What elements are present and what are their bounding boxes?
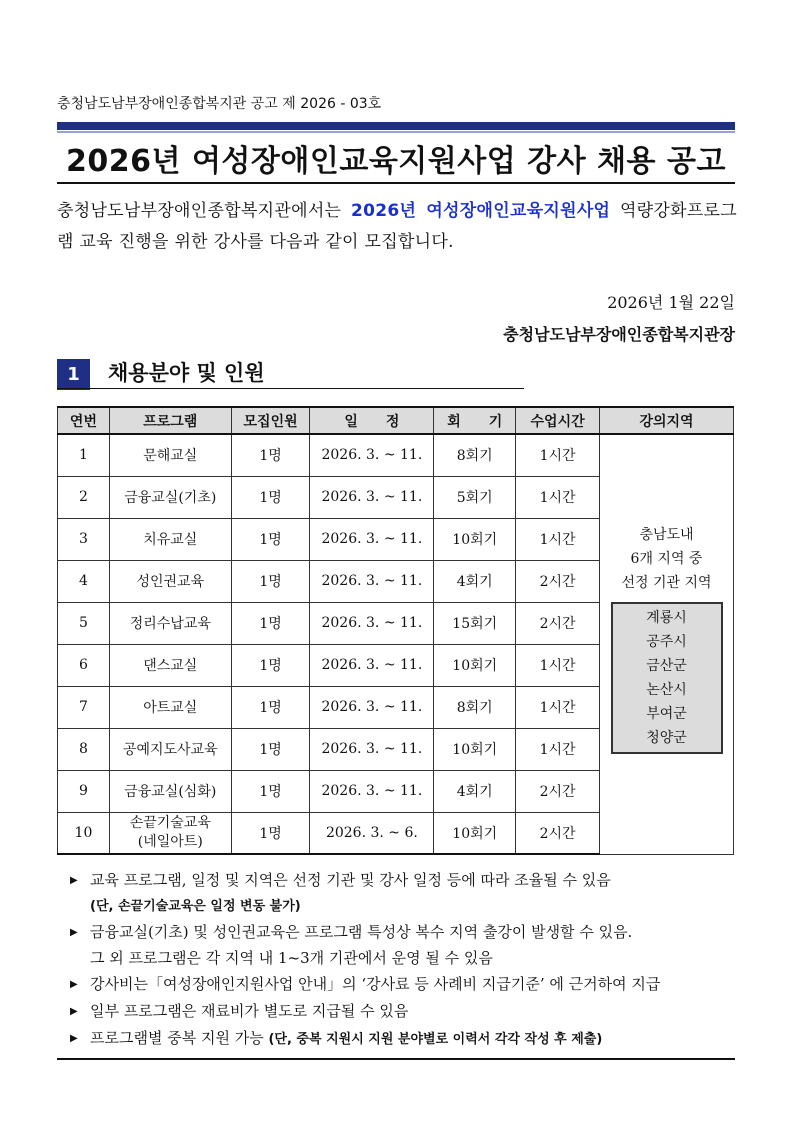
cell-program: 공예지도사교육 [109,728,231,770]
note-item [70,971,738,998]
title-bottom-rule [57,182,735,184]
cell-count: 1명 [231,434,310,476]
cell-count: 1명 [231,602,310,644]
cell-count: 1명 [231,686,310,728]
cell-sessions: 10회기 [434,644,516,686]
cell-sessions: 8회기 [434,686,516,728]
section-number-badge: 1 [57,359,90,390]
triangle-bullet-icon: ▶ [70,1033,78,1044]
region-description [600,523,733,595]
cell-schedule: 2026. 3. ~ 11. [310,476,434,518]
cell-hours: 1시간 [516,476,600,518]
note-text: 강사비는「여성장애인지원사업 안내」의 ‘강사료 등 사례비 지급기준’ 에 근거하여 지급 [90,975,661,993]
cell-hours: 1시간 [516,686,600,728]
region-area: 계룡시 [646,610,687,626]
cell-schedule: 2026. 3. ~ 11. [310,434,434,476]
cell-hours: 2시간 [516,812,600,854]
cell-count: 1명 [231,728,310,770]
cell-program-line: (네일아트) [137,833,203,850]
cell-hours: 1시간 [516,728,600,770]
header-sessions: 회 기 [434,407,516,434]
cell-sessions: 10회기 [434,812,516,854]
header-no: 연번 [58,407,110,434]
cell-no: 10 [58,812,110,854]
cell-no: 6 [58,644,110,686]
cell-schedule: 2026. 3. ~ 11. [310,602,434,644]
region-line: 선정 기관 지역 [621,575,712,591]
header-region: 강의지역 [600,407,734,434]
cell-no: 1 [58,434,110,476]
region-area: 공주시 [646,634,687,650]
title-top-rule-thin [57,131,735,133]
recruitment-table [57,406,734,855]
triangle-bullet-icon: ▶ [70,1006,78,1017]
section-underline [57,388,524,389]
cell-no: 8 [58,728,110,770]
announcement-date: 2026년 1월 22일 [607,293,735,312]
cell-program: 아트교실 [109,686,231,728]
table-row [58,434,734,476]
cell-hours: 1시간 [516,434,600,476]
cell-sessions: 8회기 [434,434,516,476]
cell-program: 금융교실(기초) [109,476,231,518]
header-hours: 수업시간 [516,407,600,434]
cell-no: 2 [58,476,110,518]
triangle-bullet-icon: ▶ [70,927,78,938]
cell-no: 7 [58,686,110,728]
header-count: 모집인원 [231,407,310,434]
cell-count: 1명 [231,812,310,854]
note-text: 교육 프로그램, 일정 및 지역은 선정 기관 및 강사 일정 등에 따라 조율될 수 있음 [90,871,611,889]
cell-sessions: 15회기 [434,602,516,644]
intro-paragraph [57,196,737,258]
cell-sessions: 4회기 [434,560,516,602]
cell-hours: 1시간 [516,518,600,560]
cell-program: 문해교실 [109,434,231,476]
notes-list [70,867,738,1053]
note-item [70,867,738,894]
cell-count: 1명 [231,560,310,602]
triangle-bullet-icon: ▶ [70,979,78,990]
cell-sessions: 4회기 [434,770,516,812]
note-text-plain: 프로그램별 중복 지원 가능 [90,1029,269,1047]
section-title: 채용분야 및 인원 [108,361,265,385]
region-area: 금산군 [646,658,687,674]
cell-schedule: 2026. 3. ~ 11. [310,518,434,560]
cell-sessions: 5회기 [434,476,516,518]
cell-program: 댄스교실 [109,644,231,686]
region-area: 청양군 [646,730,687,746]
cell-count: 1명 [231,476,310,518]
cell-hours: 2시간 [516,560,600,602]
region-line: 충남도내 [639,527,694,543]
note-item [70,998,738,1025]
header-schedule: 일 정 [310,407,434,434]
cell-schedule: 2026. 3. ~ 11. [310,644,434,686]
cell-hours: 2시간 [516,602,600,644]
cell-hours: 1시간 [516,644,600,686]
cell-schedule: 2026. 3. ~ 11. [310,560,434,602]
cell-count: 1명 [231,770,310,812]
note-text: 일부 프로그램은 재료비가 별도로 지급될 수 있음 [90,1002,409,1020]
triangle-bullet-icon: ▶ [70,875,78,886]
bottom-rule [57,1058,735,1060]
cell-schedule: 2026. 3. ~ 6. [310,812,434,854]
region-area: 부여군 [646,706,687,722]
region-area: 논산시 [646,682,687,698]
notice-number: 충청남도남부장애인종합복지관 공고 제 2026 - 03호 [57,96,382,112]
note-item [70,1025,738,1053]
intro-text-2: 역량강화프로그램 교육 진행을 위한 강사를 다음과 같이 모집합니다. [57,201,738,252]
cell-count: 1명 [231,644,310,686]
region-cell [600,434,734,854]
cell-sessions: 10회기 [434,728,516,770]
cell-program: 성인권교육 [109,560,231,602]
cell-schedule: 2026. 3. ~ 11. [310,686,434,728]
cell-hours: 2시간 [516,770,600,812]
note-text [90,1025,738,1053]
cell-no: 4 [58,560,110,602]
note-item [70,919,738,946]
region-list-box [611,602,723,754]
note-subtext: (단, 손끝기술교육은 일정 변동 불가) [90,899,301,914]
cell-program: 정리수납교육 [109,602,231,644]
intro-text-1: 충청남도남부장애인종합복지관에서는 [57,201,351,221]
cell-no: 5 [58,602,110,644]
title-top-rule [57,122,735,130]
region-line: 6개 지역 중 [630,551,703,567]
note-subtext: 그 외 프로그램은 각 지역 내 1~3개 기관에서 운영 될 수 있음 [90,949,493,967]
cell-program-line: 손끝기술교육 [129,814,211,831]
cell-no: 3 [58,518,110,560]
organization-signature: 충청남도남부장애인종합복지관장 [503,325,735,344]
cell-schedule: 2026. 3. ~ 11. [310,728,434,770]
cell-sessions: 10회기 [434,518,516,560]
header-program: 프로그램 [109,407,231,434]
note-text-bold: (단, 중복 지원시 지원 분야별로 이력서 각각 작성 후 제출) [268,1032,603,1047]
note-text: 금융교실(기초) 및 성인권교육은 프로그램 특성상 복수 지역 출강이 발생할 수 있음. [90,923,633,941]
intro-highlight: 2026년 여성장애인교육지원사업 [350,201,611,221]
cell-no: 9 [58,770,110,812]
table-header-row [58,407,734,434]
cell-program: 금융교실(심화) [109,770,231,812]
cell-count: 1명 [231,518,310,560]
document-title: 2026년 여성장애인교육지원사업 강사 채용 공고 [66,144,726,179]
cell-program: 치유교실 [109,518,231,560]
cell-program [109,812,231,854]
cell-schedule: 2026. 3. ~ 11. [310,770,434,812]
